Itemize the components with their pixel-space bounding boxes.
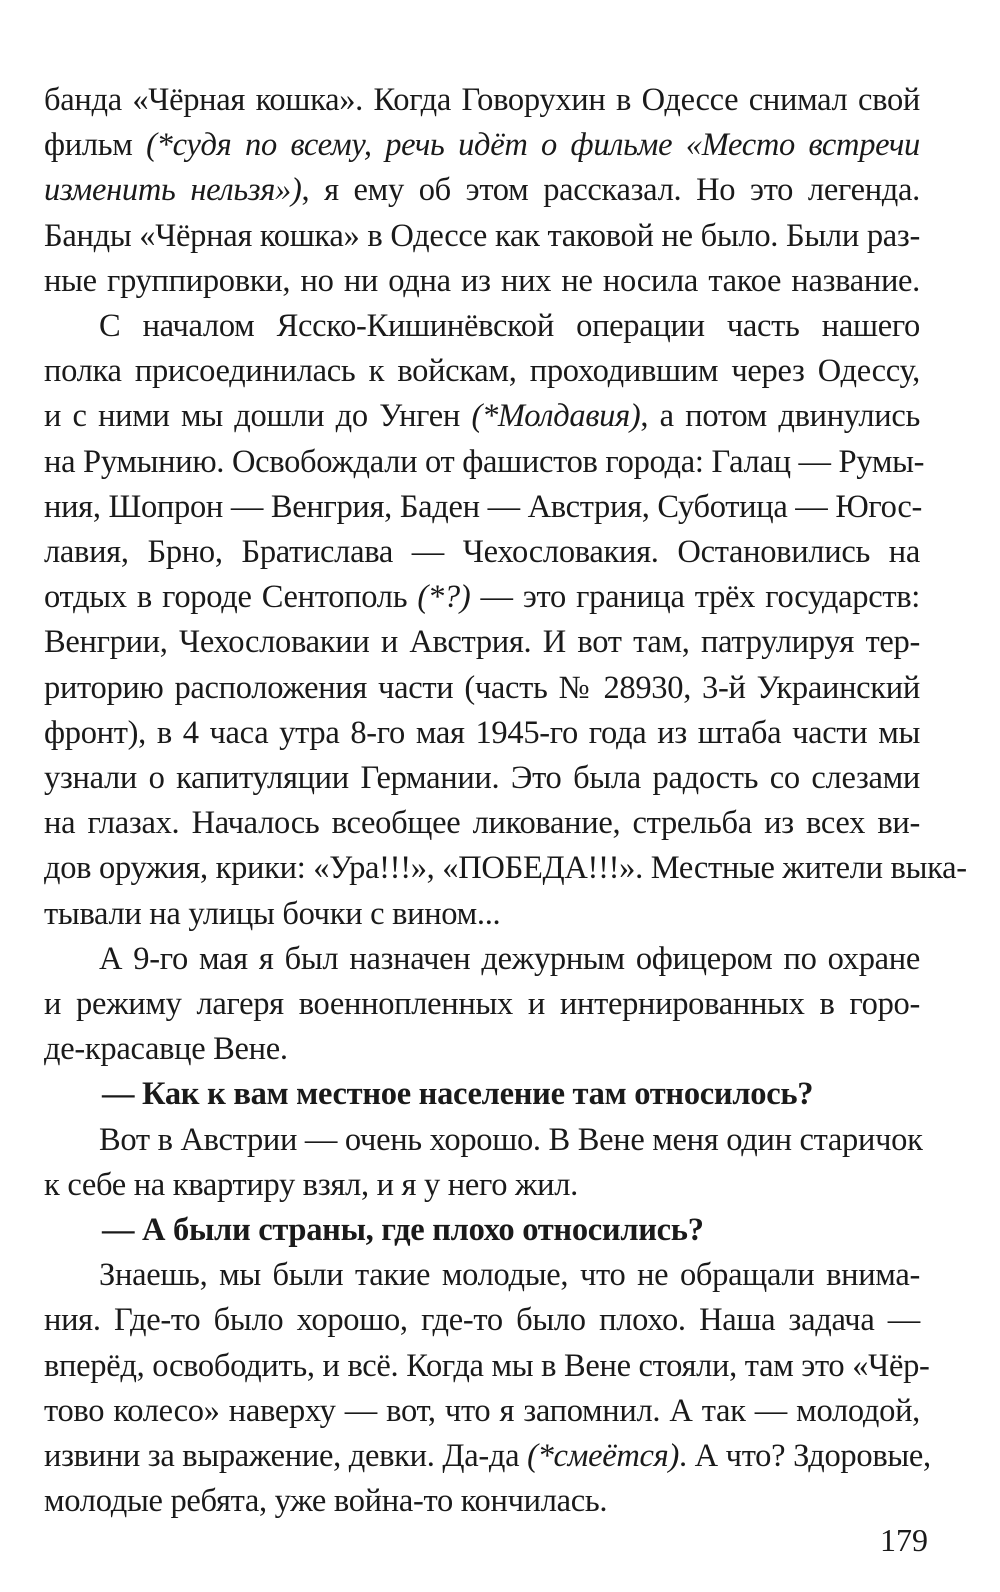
text-line: вперёд, освободить, и всё. Когда мы в Вене стояли, там это «Чёр-: [44, 1347, 930, 1384]
text-line: и с ними мы дошли до Унген (*Молдавия), а потом двинулись: [44, 398, 920, 435]
interview-question: — А были страны, где плохо относились?: [102, 1212, 704, 1249]
text-line: и режиму лагеря военнопленных и интернированных в горо-: [44, 986, 920, 1023]
text-line: де-красавце Вене.: [44, 1031, 288, 1068]
text-line: тово колесо» наверху — вот, что я запомнил. А так — молодой,: [44, 1392, 920, 1429]
text-line: ные группировки, но ни одна из них не носила такое название.: [44, 262, 920, 299]
text-line: отдых в городе Сентополь (*?) — это граница трёх государств:: [44, 579, 920, 616]
interview-question: — Как к вам местное население там относилось?: [102, 1076, 814, 1113]
text-line: лавия, Брно, Братислава — Чехословакия. Остановились на: [44, 534, 920, 571]
text-line: Банды «Чёрная кошка» в Одессе как таковой не было. Были раз-: [44, 217, 920, 254]
text-line: полка присоединилась к войскам, проходившим через Одессу,: [44, 353, 920, 390]
text-line: тывали на улицы бочки с вином...: [44, 895, 501, 932]
text-line: ния. Где-то было хорошо, где-то было плохо. Наша задача —: [44, 1302, 920, 1339]
text-line: риторию расположения части (часть № 28930, 3-й Украинский: [44, 669, 920, 706]
paragraph-start-line: Знаешь, мы были такие молодые, что не обращали внима-: [99, 1257, 920, 1294]
text-line: ния, Шопрон — Венгрия, Баден — Австрия, Суботица — Югос-: [44, 488, 923, 525]
text-line: к себе на квартиру взял, и я у него жил.: [44, 1166, 578, 1203]
paragraph-start-line: А 9-го мая я был назначен дежурным офицером по охране: [99, 940, 920, 977]
page-number: 179: [880, 1522, 928, 1558]
text-line: фронт), в 4 часа утра 8-го мая 1945-го года из штаба части мы: [44, 714, 920, 751]
text-line: узнали о капитуляции Германии. Это была радость со слезами: [44, 760, 920, 797]
paragraph-start-line: С началом Ясско-Кишинёвской операции часть нашего: [99, 308, 920, 345]
paragraph-start-line: Вот в Австрии — очень хорошо. В Вене меня один старичок: [99, 1121, 923, 1158]
text-line: фильм (*судя по всему, речь идёт о фильме «Место встречи: [44, 127, 920, 164]
text-line: изменить нельзя»), я ему об этом рассказал. Но это легенда.: [44, 172, 920, 209]
text-line: на Румынию. Освобождали от фашистов города: Галац — Румы-: [44, 443, 925, 480]
text-line: на глазах. Началось всеобщее ликование, стрельба из всех ви-: [44, 805, 920, 842]
book-page-text: [44, 78, 967, 1525]
text-line: молодые ребята, уже война-то кончилась.: [44, 1483, 608, 1520]
text-line: дов оружия, крики: «Ура!!!», «ПОБЕДА!!!». Местные жители выка-: [44, 850, 967, 887]
text-line: извини за выражение, девки. Да-да (*смеётся). А что? Здоровые,: [44, 1438, 931, 1475]
text-line: банда «Чёрная кошка». Когда Говорухин в Одессе снимал свой: [44, 82, 920, 118]
text-line: Венгрии, Чехословакии и Австрия. И вот там, патрулируя тер-: [44, 624, 920, 661]
